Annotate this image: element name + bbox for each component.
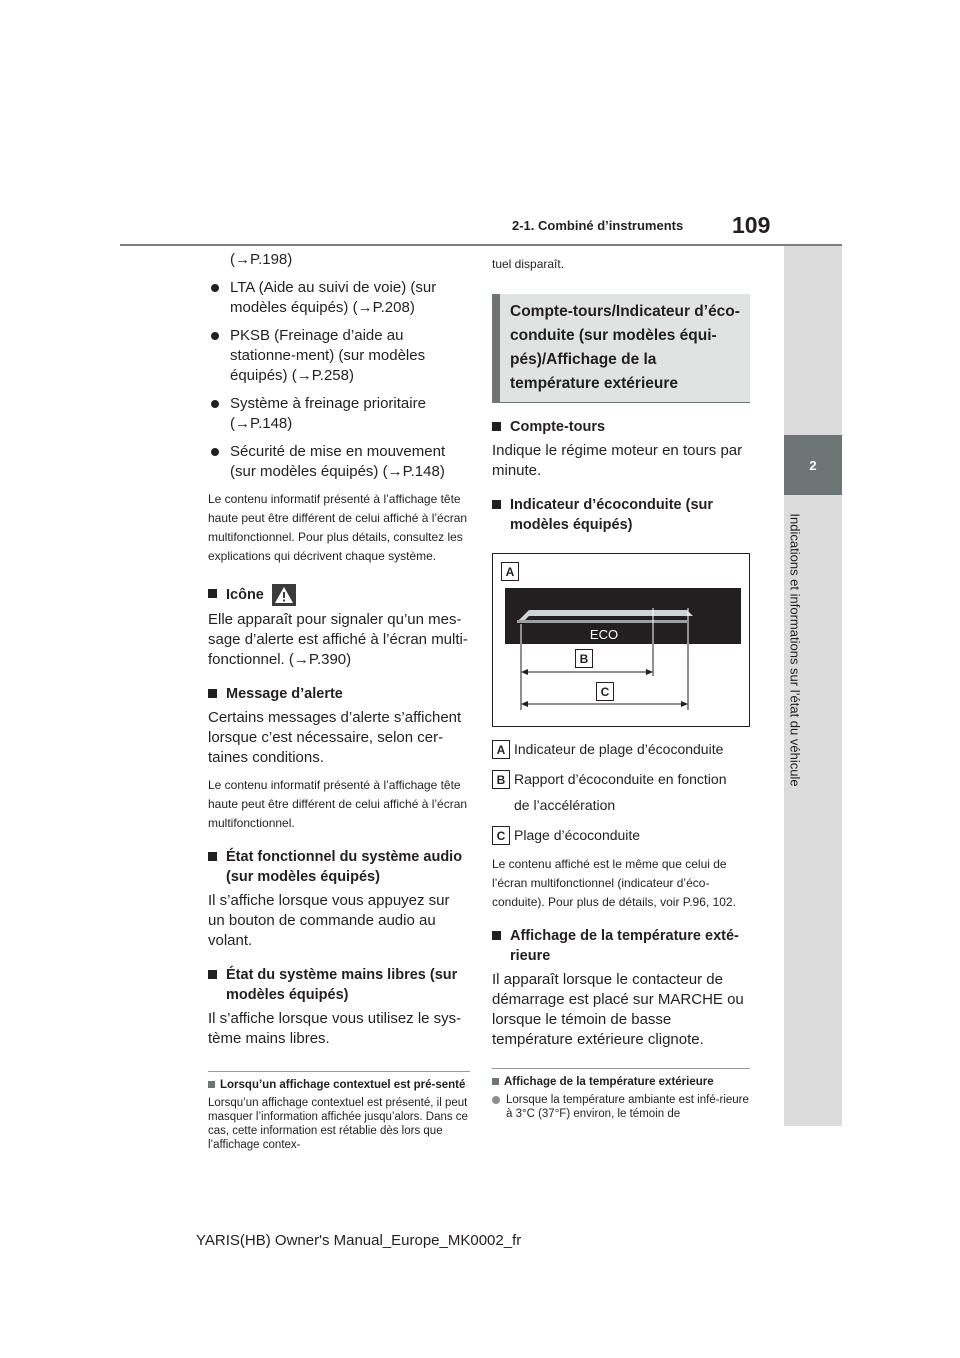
continued-text: tuel disparaît. [492,257,565,271]
legend-key: C [492,826,510,845]
bullet-item [208,442,470,482]
square-bullet-icon [492,422,501,431]
bullet-dot-icon [492,1096,500,1104]
eco-indicator-diagram [493,554,749,726]
bullet-dot-icon [211,448,219,456]
bullet-text: Sécurité de mise en mouvement (sur modèles équipés) (→P.148) [230,443,446,480]
figure-label-a: A [501,562,519,581]
chapter-number-tab: 2 [784,435,842,495]
temp-note-heading: Affichage de la température extérieure [492,1075,750,1089]
eco-note: Le contenu affiché est le même que celui de l’écran multifonctionnel (indicateur d’éco-conduite). Pour plus de détails, voir P.96, 102. [492,857,736,909]
legend-text-continued: de l’accélération [514,797,616,813]
handsfree-description: Il s’affiche lorsque vous utilisez le sys-tème mains libres. [208,1010,462,1047]
square-bullet-icon [208,589,217,598]
bullet-text: PKSB (Freinage d’aide au stationne-ment) (sur modèles équipés) (→P.258) [230,327,426,384]
bullet-item [208,326,470,386]
temp-heading: Affichage de la température exté-rieure [492,926,750,966]
warning-triangle-icon [272,584,296,606]
legend-text: Rapport d’écoconduite en fonction [514,771,727,787]
header-rule [120,244,842,246]
eco-label: ECO [589,627,619,642]
legend-item [492,739,750,759]
footer-manual-id: YARIS(HB) Owner's Manual_Europe_MK0002_fr [196,1232,522,1249]
legend-item [492,769,750,789]
square-bullet-icon [208,852,217,861]
figure-label-b: B [575,649,593,668]
icon-heading: Icône [208,584,470,606]
square-bullet-icon [492,931,501,940]
continued-reference: (→P.198) [230,251,293,268]
legend-key: A [492,740,510,759]
section-divider [492,1068,750,1069]
square-bullet-icon [492,500,501,509]
bullet-item [208,278,470,318]
eco-indicator-figure [492,553,750,727]
figure-label-c: C [596,682,614,701]
square-bullet-icon [492,1078,499,1085]
popup-note-text: Lorsqu’un affichage contextuel est présenté, il peut masquer l’information affichée jusqu’alors. Dans ce cas, cette information est rétablie dès lors que l’affichage contex- [208,1097,468,1151]
hud-note: Le contenu informatif présenté à l’affichage tête haute peut être différent de celui affiché à l’écran multifonctionnel. Pour plus détails, consultez les explications qui décrivent chaque système. [208,492,468,563]
temp-note-bullet: Lorsque la température ambiante est infé-rieure à 3°C (37°F) environ, le témoin de [492,1093,750,1121]
eco-heading: Indicateur d’écoconduite (sur modèles équipés) [492,495,750,535]
bullet-dot-icon [211,332,219,340]
left-column [208,250,470,1152]
right-column [492,250,750,1121]
alert-heading: Message d’alerte [208,684,470,704]
bullet-text: Système à freinage prioritaire (→P.148) [230,395,426,432]
bullet-item [208,394,470,434]
chapter-title-label: Indications et informations sur l’état du véhicule [787,513,803,787]
audio-heading: État fonctionnel du système audio (sur modèles équipés) [208,847,470,887]
page-number: 109 [732,212,771,238]
handsfree-heading: État du système mains libres (sur modèles équipés) [208,965,470,1005]
tach-heading: Compte-tours [492,417,750,437]
legend-key: B [492,770,510,789]
square-bullet-icon [208,689,217,698]
tach-description: Indique le régime moteur en tours par minute. [492,442,743,479]
square-bullet-icon [208,970,217,979]
legend-text: Plage d’écoconduite [514,827,641,843]
section-divider [208,1071,470,1072]
icon-description: Elle apparaît pour signaler qu’un mes-sage d’alerte est affiché à l’écran multi-fonctionnel. (→P.390) [208,611,468,668]
legend-item [492,825,750,845]
temp-description: Il apparaît lorsque le contacteur de démarrage est placé sur MARCHE ou lorsque le témoin de basse température extérieure clignote. [492,971,744,1048]
bullet-dot-icon [211,400,219,408]
section-title-box: Compte-tours/Indicateur d’éco-conduite (sur modèles équi-pés)/Affichage de la température extérieure [492,294,750,403]
bullet-dot-icon [211,284,219,292]
bullet-text: LTA (Aide au suivi de voie) (sur modèles équipés) (→P.208) [230,279,437,316]
legend-text: Indicateur de plage d’écoconduite [514,741,724,757]
alert-description: Certains messages d’alerte s’affichent lorsque c’est nécessaire, selon cer-taines conditions. [208,709,462,766]
section-title: 2-1. Combiné d’instruments [512,218,684,233]
square-bullet-icon [208,1081,215,1088]
popup-note-heading: Lorsqu’un affichage contextuel est pré-senté [208,1078,470,1092]
chapter-title-vertical [775,500,815,800]
audio-description: Il s’affiche lorsque vous appuyez sur un bouton de commande audio au volant. [208,892,450,949]
hud-note-2: Le contenu informatif présenté à l’affichage tête haute peut être différent de celui affiché à l’écran multifonctionnel. [208,778,468,830]
